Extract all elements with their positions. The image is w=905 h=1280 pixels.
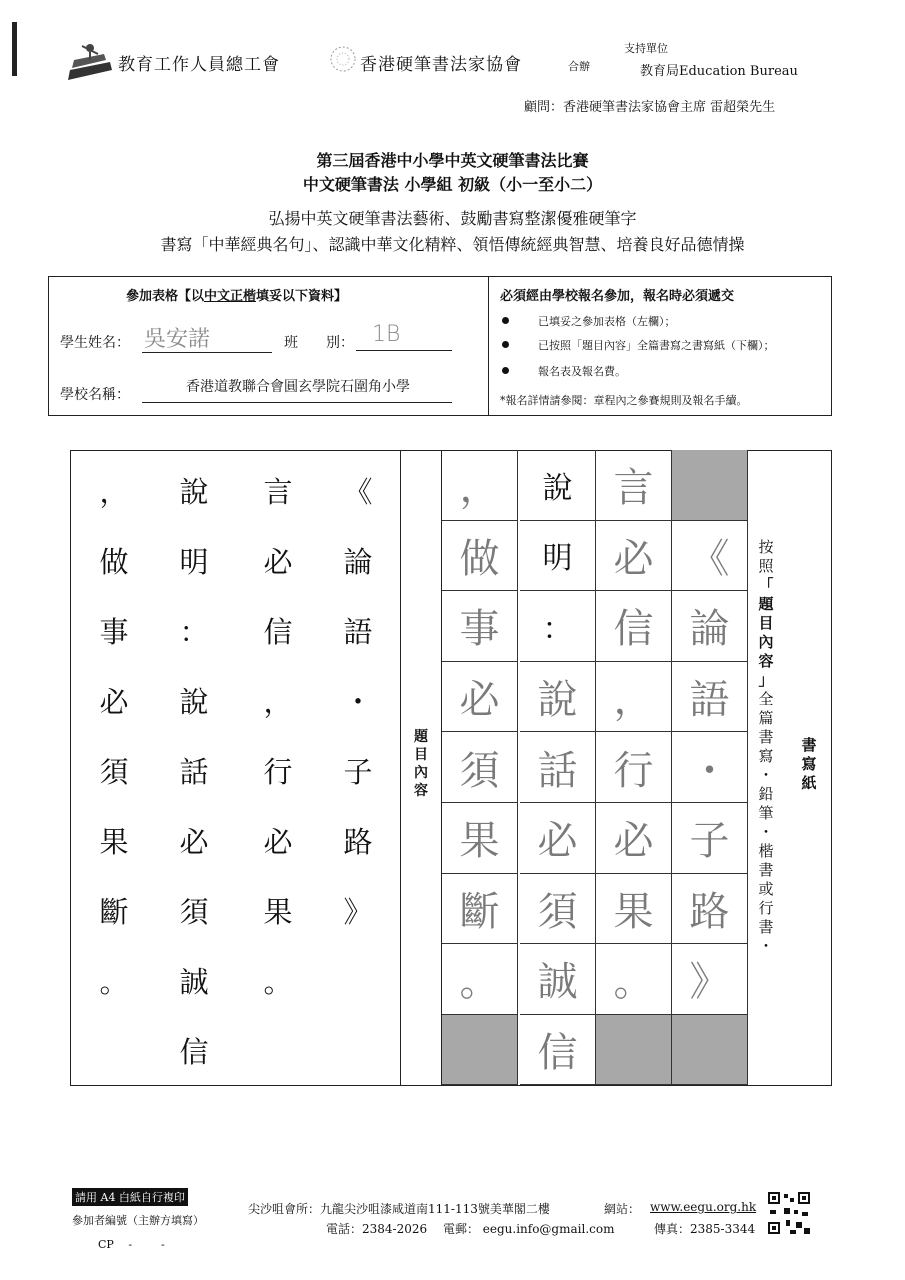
advisor-line: 顧問：香港硬筆書法家協會主席 雷超榮先生 (524, 100, 776, 115)
requirements-heading: 必須經由學校報名參加，報名時必須遞交 (500, 289, 735, 304)
instruction-char: 題 (758, 595, 774, 613)
school-name-label: 學校名稱： (60, 387, 130, 403)
participant-number-field: CP - - (98, 1238, 165, 1251)
writing-cell (442, 591, 518, 662)
handwritten-char: 說 (537, 677, 578, 724)
handwritten-char: 須 (459, 747, 500, 794)
instruction-char: 楷 (758, 842, 774, 860)
topic-char: 子 (343, 755, 373, 789)
writing-cell (520, 732, 596, 803)
handwritten-char: 做 (459, 535, 500, 582)
instruction-char: 照 (758, 557, 774, 575)
writing-cell (520, 874, 596, 945)
writing-cell (520, 591, 596, 662)
writing-cell (442, 803, 518, 874)
writing-cell (596, 662, 672, 733)
topic-label-char: 題 (414, 729, 428, 745)
topic-char: 斷 (99, 895, 129, 929)
writing-cell (520, 662, 596, 733)
instruction-char: 內 (758, 633, 774, 651)
slogan-line-1: 弘揚中英文硬筆書法藝術、鼓勵書寫整潔優雅硬筆字 (268, 209, 637, 228)
topic-char: ， (263, 685, 293, 719)
contact-info: 電話：2384-2026 電郵： eegu.info@gmail.com (326, 1222, 615, 1236)
topic-char: 必 (263, 825, 293, 859)
participant-number-label: 參加者編號（主辦方填寫） (72, 1214, 204, 1227)
handwritten-char: 話 (537, 747, 578, 794)
instruction-char: 目 (758, 614, 774, 632)
instruction-char: 「 (758, 576, 774, 594)
handwritten-char: ・ (689, 747, 730, 794)
shaded-cell (442, 1015, 518, 1086)
topic-label (400, 728, 442, 800)
writing-cell (596, 944, 672, 1015)
writing-cell (672, 874, 748, 945)
topic-char: 須 (179, 895, 209, 929)
topic-char: 必 (263, 545, 293, 579)
topic-char: 明 (179, 545, 209, 579)
handwritten-char: 事 (459, 606, 500, 653)
topic-char: 語 (343, 615, 373, 649)
writing-cell (442, 521, 518, 592)
form-heading: 參加表格【以中文正楷填妥以下資料】 (126, 289, 348, 304)
school-name-field[interactable]: 香港道教聯合會圓玄學院石圍角小學 (186, 379, 410, 395)
topic-char: 必 (179, 825, 209, 859)
instruction-char: 容 (758, 652, 774, 670)
handwritten-char: 必 (613, 535, 654, 582)
instruction-char: 篇 (758, 709, 774, 727)
handwritten-char: 果 (459, 818, 500, 865)
writing-cell (442, 450, 518, 521)
topic-char: ， (99, 475, 129, 509)
handwritten-char: 斷 (459, 888, 500, 935)
topic-label-char: 目 (414, 747, 428, 763)
printed-char: 明 (542, 541, 573, 577)
instruction-char: 或 (758, 880, 774, 898)
topic-char: 誠 (179, 965, 209, 999)
school-name-line (142, 402, 452, 403)
instruction-char: 書 (758, 918, 774, 936)
competition-title: 第三屆香港中小學中英文硬筆書法比賽 (316, 151, 589, 170)
class-field[interactable]: 1B (372, 322, 401, 347)
shaded-cell (672, 450, 748, 521)
writing-cell (596, 874, 672, 945)
printed-char: ： (542, 611, 573, 647)
handwritten-char: 信 (537, 1030, 578, 1077)
writing-cell (520, 1015, 596, 1086)
qr-code-icon (766, 1190, 812, 1236)
writing-cell (520, 803, 596, 874)
handwritten-char: 。 (613, 959, 654, 1006)
topic-char: 做 (99, 545, 129, 579)
writing-cell (442, 732, 518, 803)
instruction-char: 」 (758, 671, 774, 689)
writing-cell (672, 803, 748, 874)
handwritten-char: 信 (613, 606, 654, 653)
handwritten-char: 論 (689, 606, 730, 653)
support-label: 支持單位 (624, 42, 668, 55)
organizer-union: 教育工作人員總工會 (118, 55, 280, 75)
instruction-char: 按 (758, 538, 774, 556)
bullet-icon (502, 341, 509, 348)
instruction-char: 鉛 (758, 785, 774, 803)
instruction-char: 寫 (758, 747, 774, 765)
writing-cell (442, 662, 518, 733)
handwritten-char: ， (459, 465, 500, 512)
association-logo-icon (328, 44, 358, 74)
printed-char: 說 (542, 470, 573, 506)
handwritten-char: 語 (689, 677, 730, 724)
shaded-cell (596, 1015, 672, 1086)
handwritten-char: 誠 (537, 959, 578, 1006)
instruction-char: 行 (758, 899, 774, 917)
handwritten-char: 必 (459, 677, 500, 724)
support-organization: 教育局Education Bureau (640, 64, 798, 79)
handwritten-char: 》 (689, 959, 730, 1006)
topic-char: 話 (179, 755, 209, 789)
topic-char: 果 (99, 825, 129, 859)
writing-cell (596, 521, 672, 592)
writing-cell (442, 944, 518, 1015)
topic-label-char: 容 (414, 783, 428, 799)
topic-char: 。 (263, 965, 293, 999)
requirement-item: 已按照「題目內容」全篇書寫之書寫紙（下欄）； (538, 339, 775, 352)
requirement-item: 報名表及報名費。 (538, 365, 626, 378)
union-logo-icon (66, 40, 114, 82)
instruction-char: ・ (758, 823, 774, 841)
handwritten-char: 言 (613, 465, 654, 512)
writing-cell (672, 732, 748, 803)
writing-paper-label (796, 736, 822, 793)
writing-grid (442, 450, 748, 1086)
writing-cell (442, 874, 518, 945)
writing-cell (596, 732, 672, 803)
topic-char: 說 (179, 685, 209, 719)
topic-char: 》 (343, 895, 373, 929)
handwritten-char: 《 (689, 535, 730, 582)
instruction-char: ・ (758, 937, 774, 955)
topic-char: 信 (179, 1035, 209, 1069)
handwritten-char: 。 (459, 959, 500, 1006)
website-label: 網站： (604, 1202, 641, 1216)
handwritten-char: 路 (689, 888, 730, 935)
a4-note: 請用 A4 白紙自行複印 (72, 1188, 188, 1206)
writing-cell (596, 450, 672, 521)
writing-cell (672, 944, 748, 1015)
shaded-cell (672, 1015, 748, 1086)
writing-cell (520, 521, 596, 592)
form-divider (488, 276, 489, 416)
topic-char: 事 (99, 615, 129, 649)
bullet-icon (502, 367, 509, 374)
handwritten-char: 行 (613, 747, 654, 794)
requirement-item: 已填妥之參加表格（左欄）； (538, 315, 676, 328)
writing-instruction (748, 538, 784, 956)
topic-char: 說 (179, 475, 209, 509)
writing-cell (520, 450, 596, 521)
topic-char: 須 (99, 755, 129, 789)
bullet-icon (502, 317, 509, 324)
clubhouse-address: 尖沙咀會所：九龍尖沙咀漆咸道南111-113號美華閣二樓 (248, 1202, 550, 1216)
organizer-association: 香港硬筆書法家協會 (360, 55, 522, 75)
instruction-char: 紙 (801, 774, 817, 792)
instruction-char: 書 (758, 861, 774, 879)
slogan-line-2: 書寫「中華經典名句」、認識中華文化精粹、領悟傳統經典智慧、培養良好品德情操 (160, 235, 745, 254)
handwritten-char: ， (613, 677, 654, 724)
writing-cell (672, 521, 748, 592)
handwritten-char: 必 (537, 818, 578, 865)
instruction-char: 書 (801, 736, 817, 754)
student-name-field[interactable]: 吳安諾 (144, 327, 211, 352)
category-title: 中文硬筆書法 小學組 初級（小一至小二） (302, 175, 603, 194)
topic-char: ： (179, 615, 209, 649)
topic-char: 路 (343, 825, 373, 859)
topic-char: 果 (263, 895, 293, 929)
writing-cell (672, 591, 748, 662)
topic-char: 論 (343, 545, 373, 579)
student-name-label: 學生姓名： (60, 335, 130, 351)
topic-char: 。 (99, 965, 129, 999)
writing-cell (596, 591, 672, 662)
handwritten-char: 須 (537, 888, 578, 935)
writing-cell (596, 803, 672, 874)
writing-cell (672, 662, 748, 733)
topic-char: 《 (343, 475, 373, 509)
fax-number: 傳真：2385-3344 (654, 1222, 756, 1236)
handwritten-char: 必 (613, 818, 654, 865)
instruction-char: 寫 (801, 755, 817, 773)
instruction-char: 全 (758, 690, 774, 708)
topic-char: 必 (99, 685, 129, 719)
instruction-char: 筆 (758, 804, 774, 822)
requirements-note: *報名詳情請參閱：章程內之參賽規則及報名手續。 (500, 394, 748, 407)
topic-char: 行 (263, 755, 293, 789)
handwritten-char: 果 (613, 888, 654, 935)
margin-bar (12, 22, 17, 76)
topic-char: 信 (263, 615, 293, 649)
handwritten-char: 子 (689, 818, 730, 865)
class-line (356, 350, 452, 351)
topic-char: 言 (263, 475, 293, 509)
topic-label-char: 內 (414, 765, 428, 781)
writing-cell (520, 944, 596, 1015)
joint-label: 合辦 (568, 60, 590, 73)
website-link[interactable]: www.eegu.org.hk (650, 1200, 757, 1214)
class-label: 班 別： (284, 335, 354, 351)
instruction-char: 書 (758, 728, 774, 746)
instruction-char: ・ (758, 766, 774, 784)
topic-char: ・ (343, 685, 373, 719)
